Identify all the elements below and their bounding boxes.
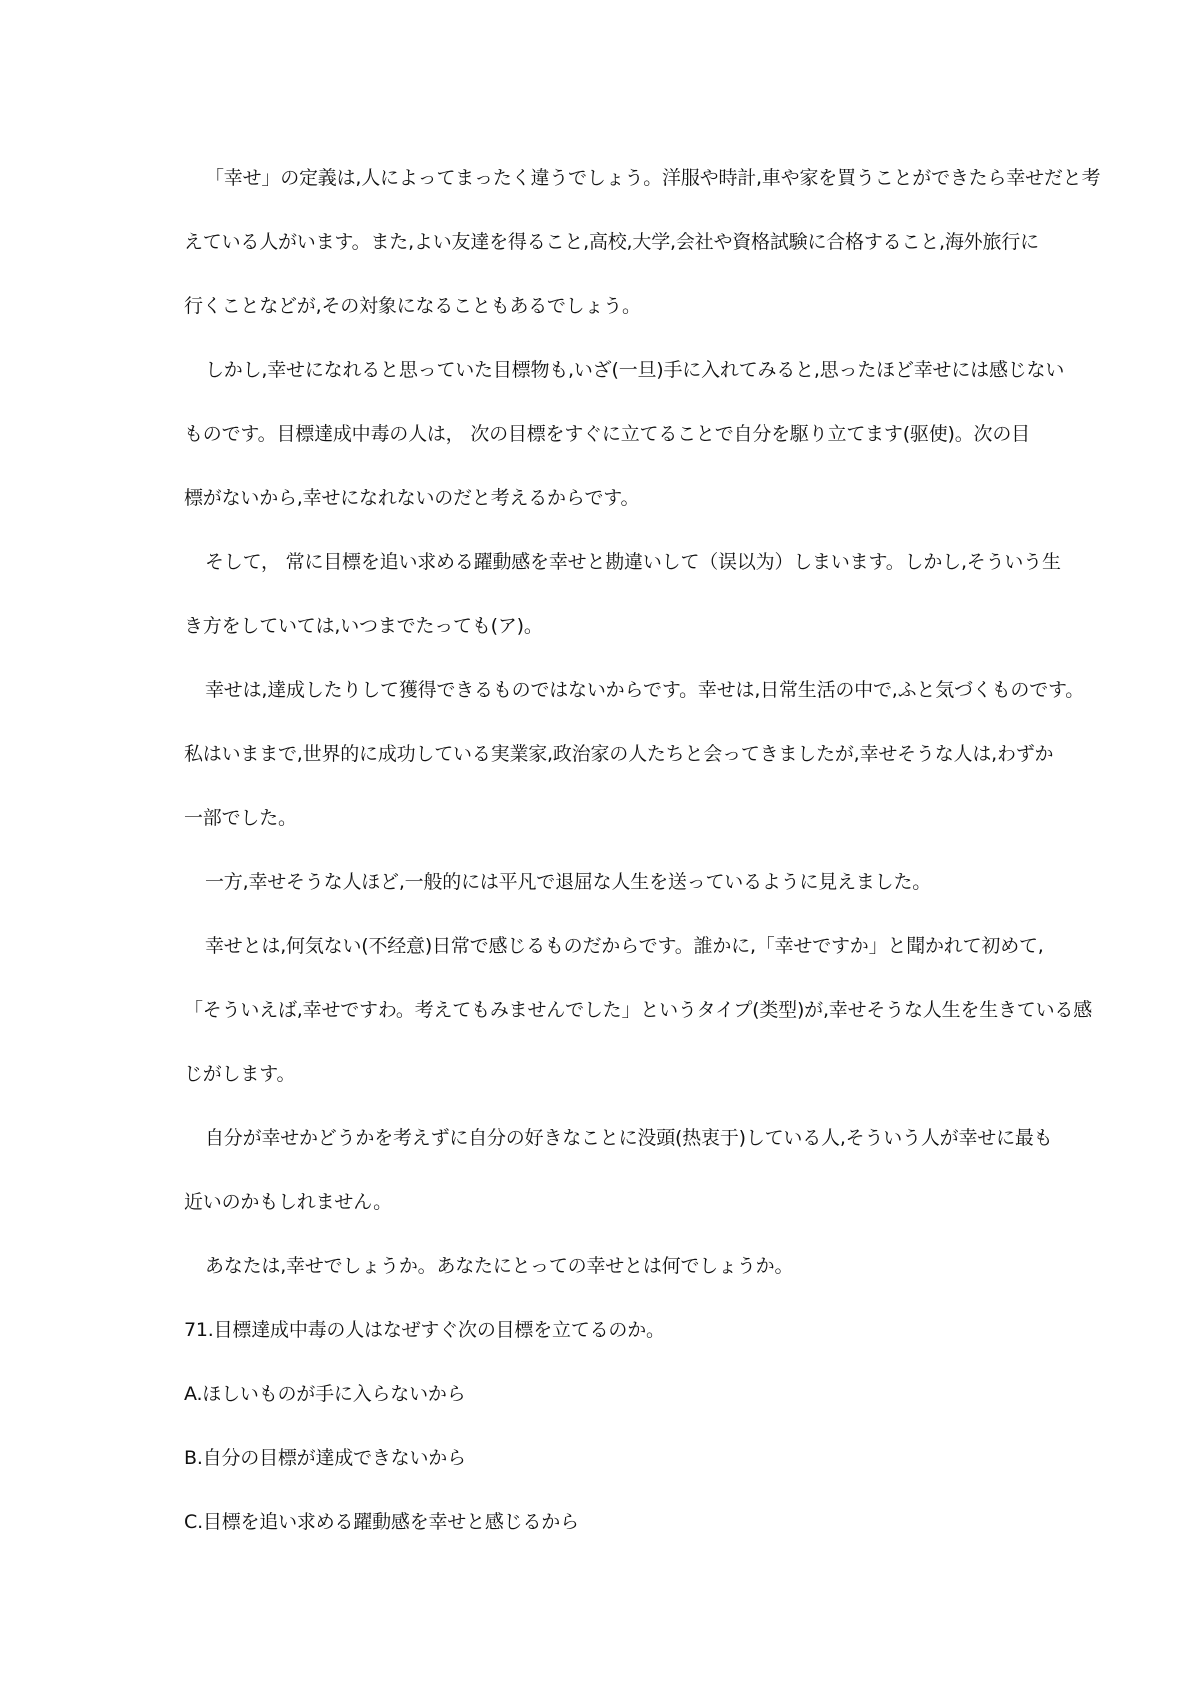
answer-option-c: C.目標を追い求める躍動感を幸せと感じるから — [184, 1511, 579, 1533]
passage-line: じがします。 — [184, 1063, 296, 1085]
passage-line: 私はいままで,世界的に成功している実業家,政治家の人たちと会ってきましたが,幸せそうな人は,わずか — [184, 743, 1054, 765]
passage-line: 自分が幸せかどうかを考えずに自分の好きなことに没頭(热衷于)している人,そういう人が幸せに最も — [205, 1127, 1053, 1149]
passage-line: しかし,幸せになれると思っていた目標物も,いざ(一旦)手に入れてみると,思ったほど幸せには感じない — [205, 359, 1065, 381]
passage-line: 幸せは,達成したりして獲得できるものではないからです。幸せは,日常生活の中で,ふと気づくものです。 — [205, 679, 1085, 701]
passage-line: 一方,幸せそうな人ほど,一般的には平凡で退屈な人生を送っているように見えました。 — [205, 871, 932, 893]
passage-line: あなたは,幸せでしょうか。あなたにとっての幸せとは何でしょうか。 — [205, 1255, 794, 1277]
passage-line: えている人がいます。また,よい友達を得ること,高校,大学,会社や資格試験に合格すること,海外旅行に — [184, 231, 1039, 253]
passage-line: 幸せとは,何気ない(不经意)日常で感じるものだからです。誰かに,「幸せですか」と聞かれて初めて, — [205, 935, 1044, 957]
question-stem: 71.目標達成中毒の人はなぜすぐ次の目標を立てるのか。 — [184, 1319, 665, 1341]
answer-option-b: B.自分の目標が達成できないから — [184, 1447, 466, 1469]
passage-line: 行くことなどが,その対象になることもあるでしょう。 — [184, 295, 641, 317]
passage-line: 「そういえば,幸せですわ。考えてもみませんでした」というタイプ(类型)が,幸せそうな人生を生きている感 — [184, 999, 1092, 1021]
passage-line: 標がないから,幸せになれないのだと考えるからです。 — [184, 487, 640, 509]
passage-line: ものです。目標達成中毒の人は， 次の目標をすぐに立てることで自分を駆り立てます(驱使)。次の目 — [184, 423, 1030, 445]
passage-line: 「幸せ」の定義は,人によってまったく違うでしょう。洋服や時計,車や家を買うことができたら幸せだと考 — [205, 167, 1101, 189]
passage-line: そして， 常に目標を追い求める躍動感を幸せと勘違いして（误以为）しまいます。しかし,そういう生 — [205, 551, 1061, 573]
answer-option-a: A.ほしいものが手に入らないから — [184, 1383, 466, 1405]
passage-line: 一部でした。 — [184, 807, 297, 829]
passage-line: 近いのかもしれません。 — [184, 1191, 392, 1213]
passage-line: き方をしていては,いつまでたっても(ア)。 — [184, 615, 543, 637]
